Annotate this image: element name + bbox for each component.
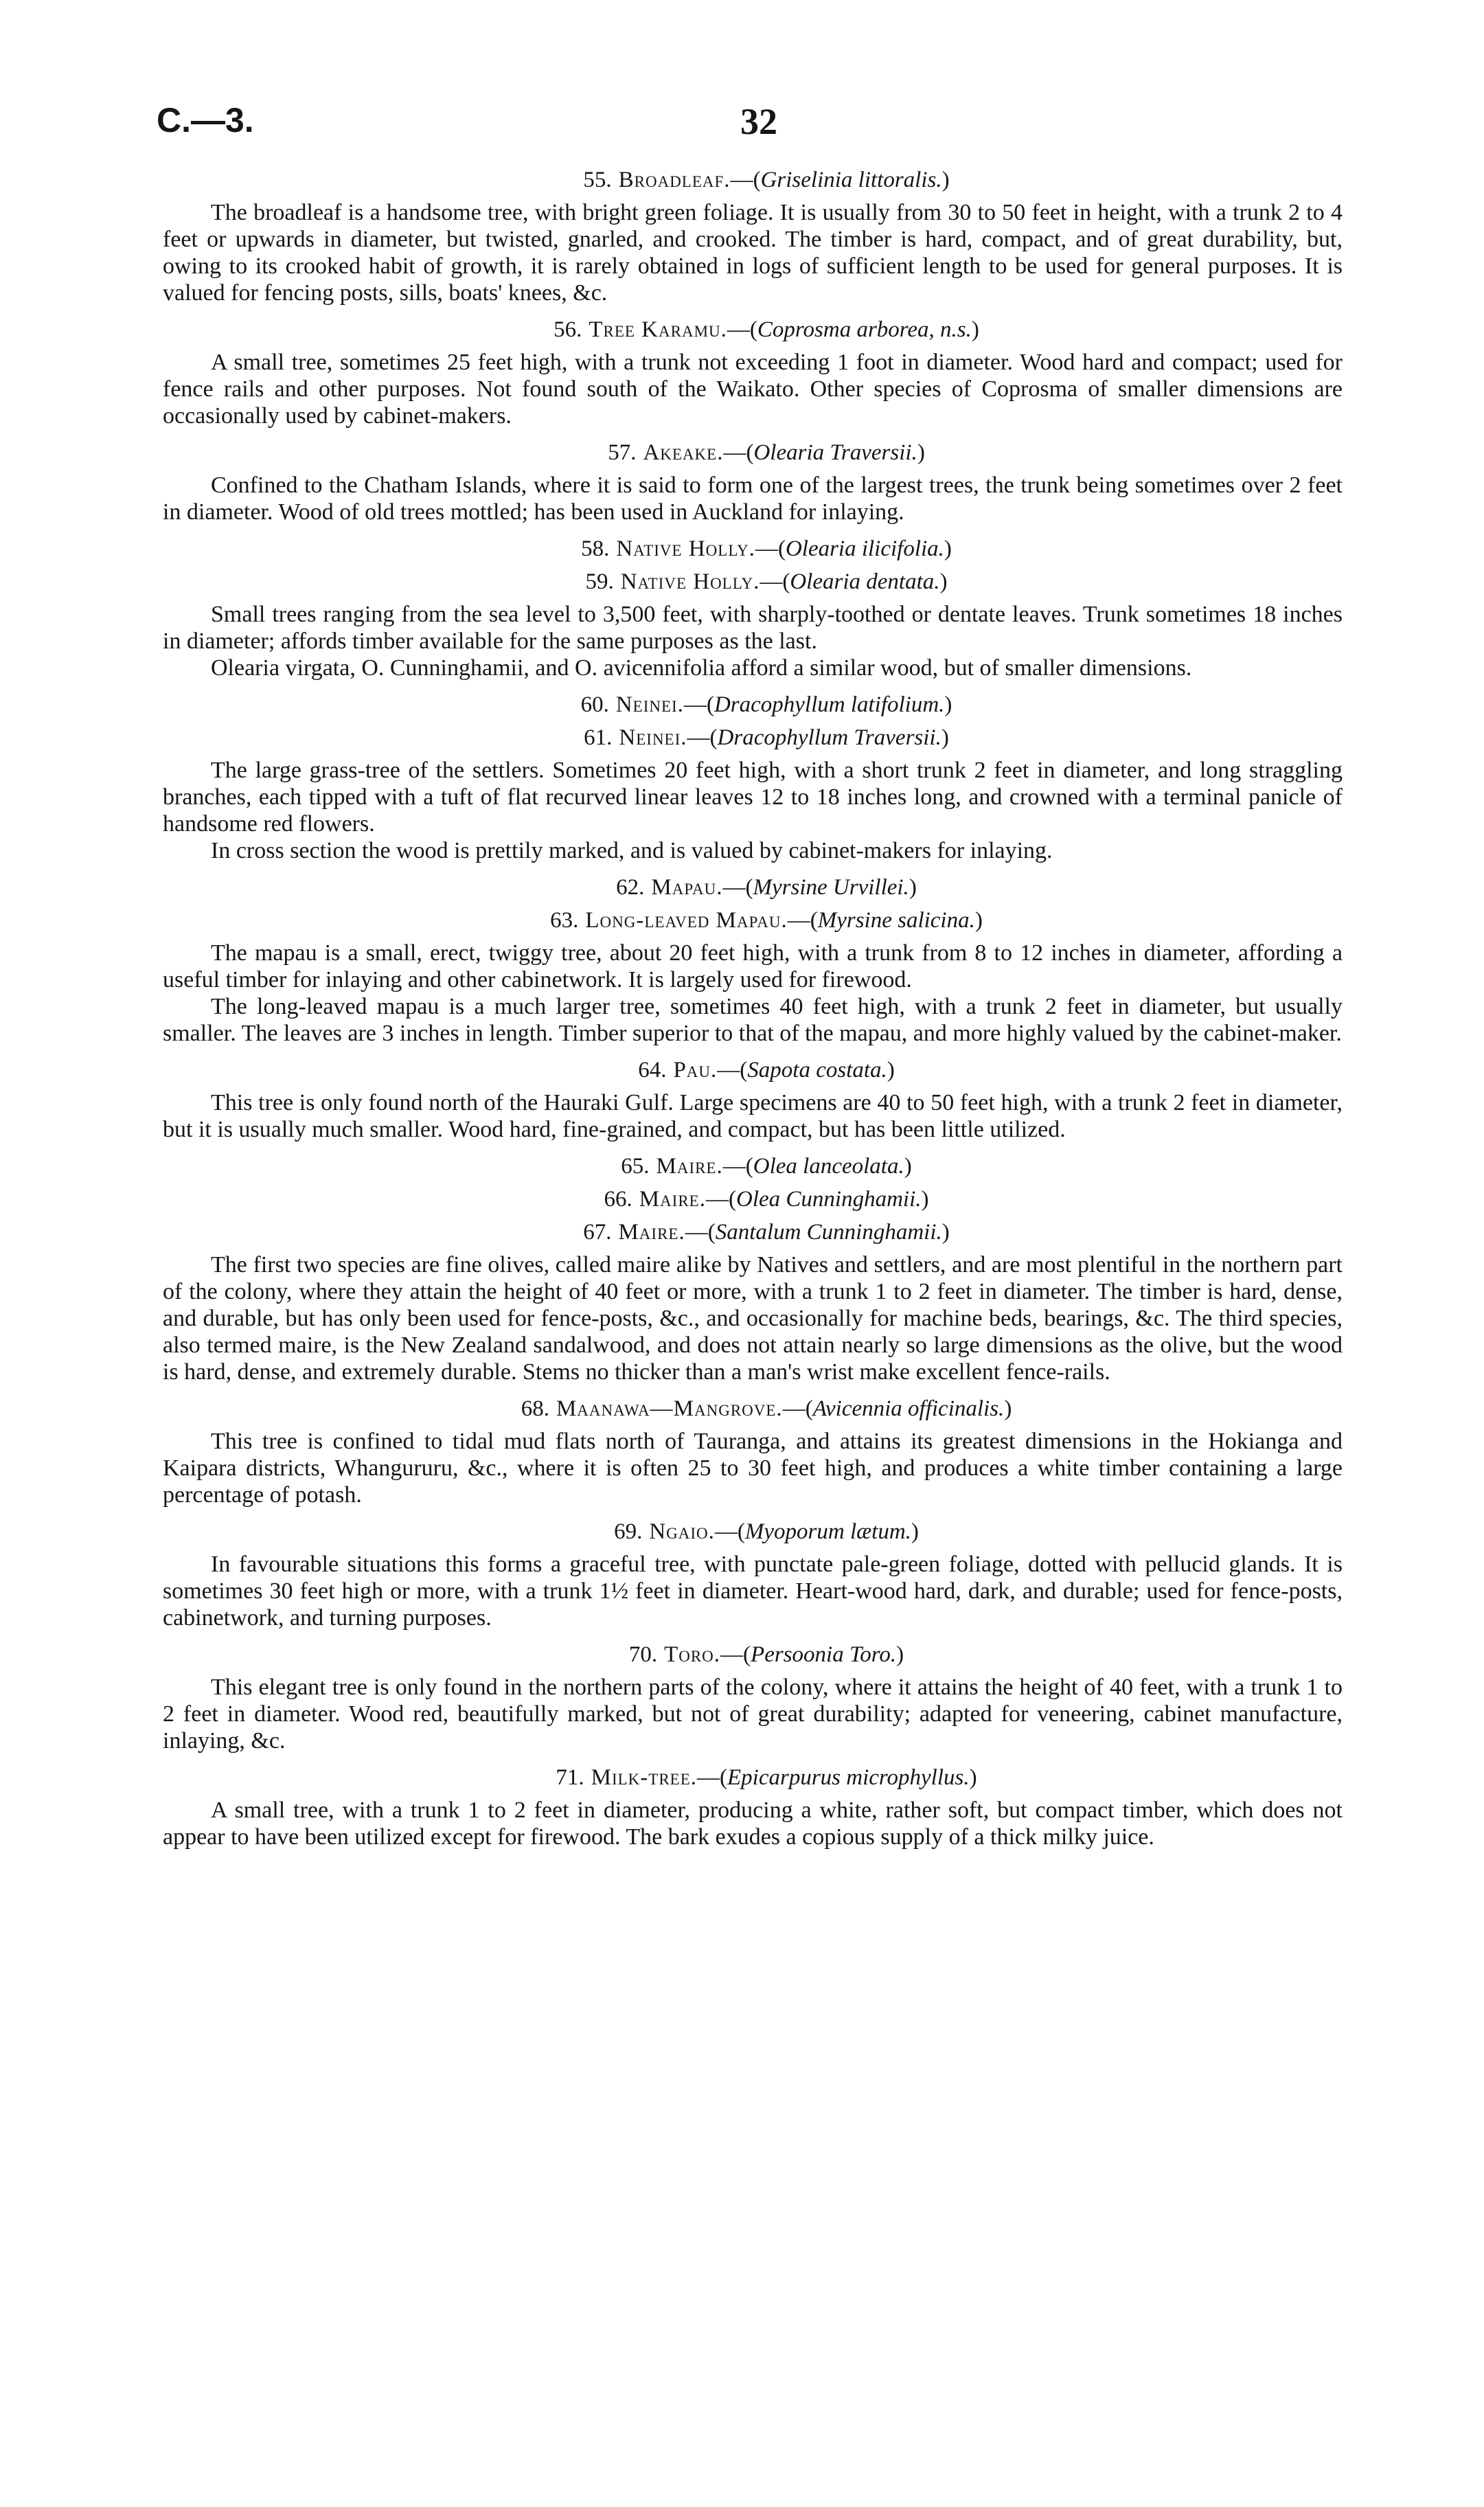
common-name: Maire. xyxy=(618,1220,685,1245)
species-entry xyxy=(163,535,1343,681)
entry-paragraph: The first two species are fine olives, called maire alike by Natives and settlers, and are most plentiful in the northern part of the colony, where they attain the height of 40 feet or more, with a trunk 1 to 2 feet in diameter. The timber is hard, dense, and durable, but has only been used for fence-posts, &c., and occasionally for machine beds, bearings, &c. The third species, also termed maire, is the New Zealand sandalwood, and does not attain nearly so large dimensions as the olive, but the wood is hard, dense, and extremely durable. Stems no thicker than a man's wrist make excellent fence-rails. xyxy=(163,1252,1343,1385)
common-name: Neinei. xyxy=(615,692,684,717)
common-name: Neinei. xyxy=(619,725,687,750)
common-name: Ngaio. xyxy=(649,1519,715,1544)
entry-number: 68. xyxy=(521,1396,549,1421)
entry-number: 62. xyxy=(616,875,645,900)
entry-number: 59. xyxy=(585,569,614,594)
page-number: 32 xyxy=(740,101,777,142)
entry-paragraph: This elegant tree is only found in the northern parts of the colony, where it attains the height of 40 feet, with a trunk 1 to 2 feet in diameter. Wood red, beautifully marked, but not of great durability; adapted for veneering, cabinet manufacture, inlaying, &c. xyxy=(163,1675,1343,1754)
botanical-name: Dracophyllum Traversii. xyxy=(717,725,941,750)
botanical-name: Myoporum lætum. xyxy=(744,1519,911,1544)
entry-number: 65. xyxy=(621,1154,650,1179)
common-name: Pau. xyxy=(673,1058,718,1082)
species-entry xyxy=(163,1641,1343,1754)
entry-heading: 71. Milk-tree.—(Epicarpurus microphyllus.) xyxy=(556,1765,977,1790)
report-code: C.—3. xyxy=(157,101,254,139)
common-name: Toro. xyxy=(664,1642,721,1667)
botanical-name: Epicarpurus microphyllus. xyxy=(727,1765,970,1790)
common-name: Maire. xyxy=(656,1154,723,1179)
species-entry xyxy=(163,1395,1343,1508)
species-entry xyxy=(163,1056,1343,1143)
entry-heading: 58. Native Holly.—(Olearia ilicifolia.) xyxy=(581,536,952,561)
species-entry xyxy=(163,439,1343,525)
entry-number: 69. xyxy=(614,1519,643,1544)
species-entry xyxy=(163,1153,1343,1385)
entry-heading: 61. Neinei.—(Dracophyllum Traversii.) xyxy=(584,725,949,750)
document-body xyxy=(163,162,1343,1860)
entry-number: 64. xyxy=(638,1058,667,1082)
entry-heading: 60. Neinei.—(Dracophyllum latifolium.) xyxy=(580,692,952,717)
entry-paragraph: Confined to the Chatham Islands, where it is said to form one of the largest trees, the trunk being sometimes over 2 feet in diameter. Wood of old trees mottled; has been used in Auckland for inlaying. xyxy=(163,473,1343,525)
common-name: Broadleaf. xyxy=(618,168,731,192)
botanical-name: Myrsine Urvillei. xyxy=(753,875,909,900)
common-name: Tree Karamu. xyxy=(589,317,727,342)
entry-number: 56. xyxy=(553,317,582,342)
entry-paragraph: A small tree, sometimes 25 feet high, with a trunk not exceeding 1 foot in diameter. Wood hard and compact; used for fence rails and other purposes. Not found south of the Waikato. Other species of Coprosma of smaller dimensions are occasionally used by cabinet-makers. xyxy=(163,350,1343,429)
botanical-name: Persoonia Toro. xyxy=(751,1642,897,1667)
botanical-name: Dracophyllum latifolium. xyxy=(714,692,945,717)
entry-number: 61. xyxy=(584,725,613,750)
botanical-name: Santalum Cunninghamii. xyxy=(715,1220,942,1245)
entry-heading: 68. Maanawa—Mangrove.—(Avicennia officinalis.) xyxy=(521,1396,1012,1421)
species-entry xyxy=(163,166,1343,306)
botanical-name: Griselinia littoralis. xyxy=(760,168,942,192)
botanical-name: Sapota costata. xyxy=(747,1058,887,1082)
entry-paragraph: Olearia virgata, O. Cunninghamii, and O. avicennifolia afford a similar wood, but of smaller dimensions. xyxy=(211,655,1192,681)
botanical-name: Olearia Traversii. xyxy=(753,440,917,465)
entry-paragraph: A small tree, with a trunk 1 to 2 feet in diameter, producing a white, rather soft, but compact timber, which does not appear to have been utilized except for firewood. The bark exudes a copious supply of a thick milky juice. xyxy=(163,1797,1343,1850)
entry-heading: 69. Ngaio.—(Myoporum lætum.) xyxy=(614,1519,919,1544)
botanical-name: Avicennia officinalis. xyxy=(812,1396,1005,1421)
common-name: Milk-tree. xyxy=(591,1765,698,1790)
entry-number: 63. xyxy=(550,908,579,933)
entry-paragraph: This tree is only found north of the Hauraki Gulf. Large specimens are 40 to 50 feet high, with a trunk 2 feet in diameter, but it is usually much smaller. Wood hard, fine-grained, and compact, but has been little utilized. xyxy=(163,1090,1343,1142)
common-name: Mapau. xyxy=(651,875,723,900)
entry-heading: 64. Pau.—(Sapota costata.) xyxy=(638,1058,895,1082)
species-entry xyxy=(163,1764,1343,1850)
common-name: Maire. xyxy=(639,1187,706,1212)
entry-heading: 66. Maire.—(Olea Cunninghamii.) xyxy=(604,1187,929,1212)
entry-number: 60. xyxy=(580,692,609,717)
entry-paragraph: This tree is confined to tidal mud flats north of Tauranga, and attains its greatest dimensions in the Hokianga and Kaipara districts, Whangururu, &c., where it is often 25 to 30 feet high, and produces a white timber containing a large percentage of potash. xyxy=(163,1429,1343,1508)
entry-number: 70. xyxy=(628,1642,658,1667)
botanical-name: Myrsine salicina. xyxy=(817,908,975,933)
entry-heading: 62. Mapau.—(Myrsine Urvillei.) xyxy=(616,875,917,900)
botanical-name: Coprosma arborea, n.s. xyxy=(757,317,972,342)
species-entry xyxy=(163,691,1343,864)
entry-paragraph: The broadleaf is a handsome tree, with bright green foliage. It is usually from 30 to 50 feet in height, with a trunk 2 to 4 feet or upwards in diameter, but twisted, gnarled, and crooked. The timber is hard, compact, and of great durability, but, owing to its crooked habit of growth, it is rarely obtained in logs of sufficient length to be used for general purposes. It is valued for fencing posts, sills, boats' knees, &c. xyxy=(163,200,1343,306)
entry-paragraph: The mapau is a small, erect, twiggy tree, about 20 feet high, with a trunk from 8 to 12 inches in diameter, affording a useful timber for inlaying and other cabinetwork. It is largely used for firewood. xyxy=(163,940,1343,992)
entry-paragraph: The long-leaved mapau is a much larger tree, sometimes 40 feet high, with a trunk 2 feet in diameter, but usually smaller. The leaves are 3 inches in length. Timber superior to that of the mapau, and more highly valued by the cabinet-maker. xyxy=(163,994,1343,1046)
entry-paragraph: The large grass-tree of the settlers. Sometimes 20 feet high, with a short trunk 2 feet in diameter, and long straggling branches, each tipped with a tuft of flat recurved linear leaves 12 to 18 inches long, and crowned with a terminal panicle of handsome red flowers. xyxy=(163,758,1343,837)
botanical-name: Olea Cunninghamii. xyxy=(736,1187,922,1212)
entry-heading: 55. Broadleaf.—(Griselinia littoralis.) xyxy=(583,168,950,192)
common-name: Maanawa—Mangrove. xyxy=(556,1396,783,1421)
common-name: Native Holly. xyxy=(620,569,760,594)
botanical-name: Olearia ilicifolia. xyxy=(785,536,944,561)
entry-number: 55. xyxy=(583,168,612,192)
entry-heading: 67. Maire.—(Santalum Cunninghamii.) xyxy=(583,1220,950,1245)
common-name: Native Holly. xyxy=(616,536,755,561)
entry-number: 58. xyxy=(581,536,610,561)
common-name: Akeake. xyxy=(643,440,724,465)
entry-paragraph: Small trees ranging from the sea level to 3,500 feet, with sharply-toothed or dentate leaves. Trunk sometimes 18 inches in diameter; affords timber available for the same purposes as the last. xyxy=(163,602,1343,654)
entry-heading: 59. Native Holly.—(Olearia dentata.) xyxy=(585,569,948,594)
botanical-name: Olearia dentata. xyxy=(790,569,940,594)
species-entry xyxy=(163,874,1343,1047)
botanical-name: Olea lanceolata. xyxy=(753,1154,904,1179)
entry-heading: 57. Akeake.—(Olearia Traversii.) xyxy=(608,440,925,465)
entry-heading: 70. Toro.—(Persoonia Toro.) xyxy=(628,1642,904,1667)
species-entry xyxy=(163,1518,1343,1631)
entry-heading: 56. Tree Karamu.—(Coprosma arborea, n.s.) xyxy=(553,317,979,342)
common-name: Long-leaved Mapau. xyxy=(585,908,788,933)
entry-paragraph: In favourable situations this forms a graceful tree, with punctate pale-green foliage, dotted with pellucid glands. It is sometimes 30 feet high or more, with a trunk 1½ feet in diameter. Heart-wood hard, dark, and durable; used for fence-posts, cabinetwork, and turning purposes. xyxy=(163,1552,1343,1631)
entry-number: 66. xyxy=(604,1187,632,1212)
entry-heading: 65. Maire.—(Olea lanceolata.) xyxy=(621,1154,912,1179)
entry-number: 57. xyxy=(608,440,637,465)
entry-number: 67. xyxy=(583,1220,612,1245)
species-entry xyxy=(163,316,1343,429)
entry-number: 71. xyxy=(556,1765,584,1790)
entry-paragraph: In cross section the wood is prettily marked, and is valued by cabinet-makers for inlaying. xyxy=(211,838,1053,863)
entry-heading: 63. Long-leaved Mapau.—(Myrsine salicina.) xyxy=(550,908,983,933)
